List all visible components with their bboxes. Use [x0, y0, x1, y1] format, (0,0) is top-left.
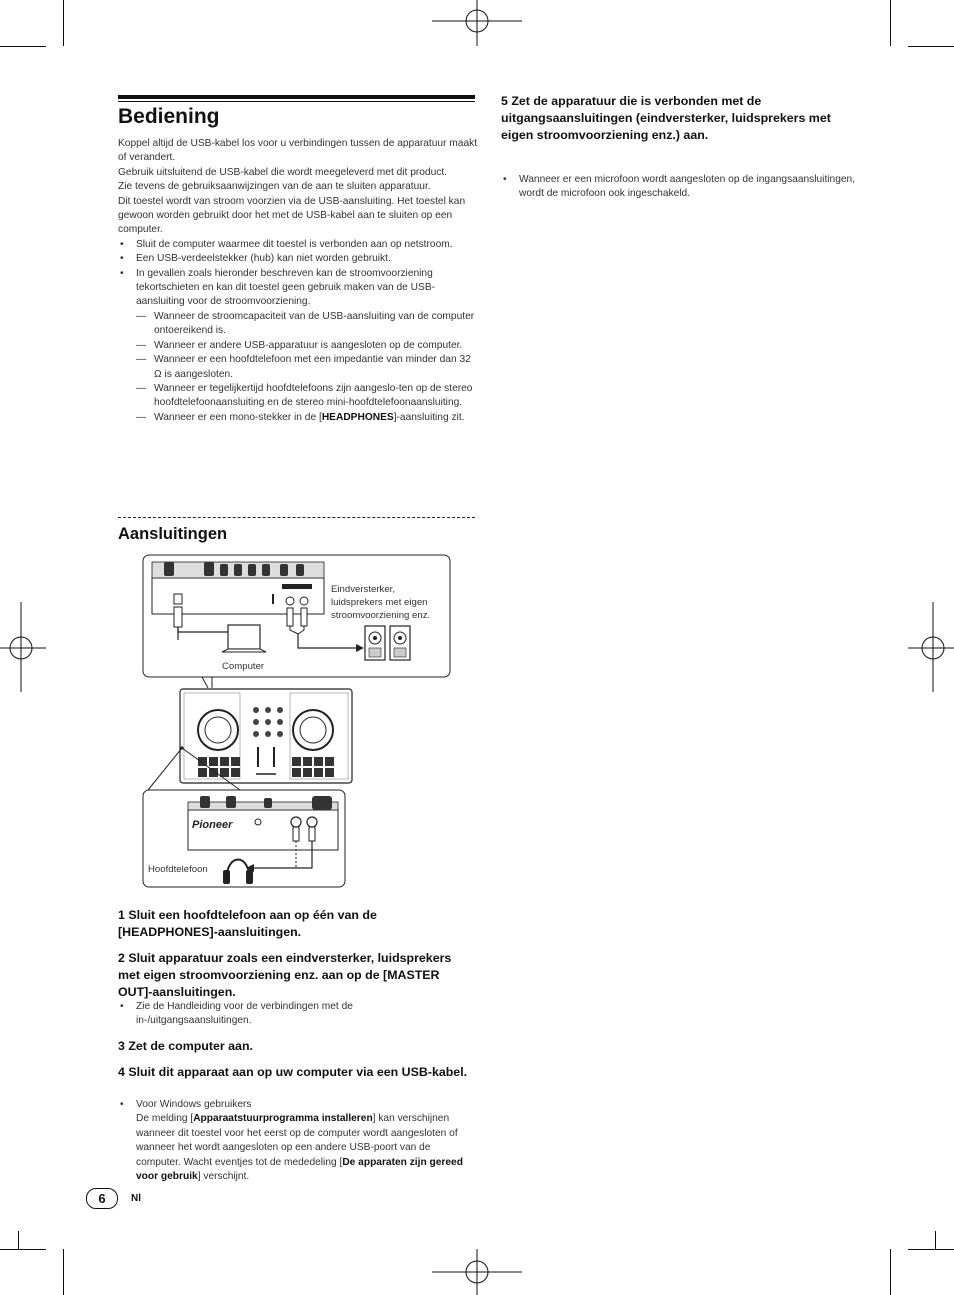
brand-logo-text: Pioneer	[192, 819, 233, 831]
registration-mark-right	[908, 602, 954, 692]
step-5-bullet: • Wanneer er een microfoon wordt aangesloten op de ingangsaansluitingen, wordt de microfoon ook ingeschakeld.	[501, 173, 879, 202]
crop-mark	[890, 1249, 891, 1295]
step-3: 3 Zet de computer aan.	[118, 1039, 253, 1053]
dash-text: Wanneer er een mono-stekker in de [	[154, 411, 322, 423]
language-code: Nl	[131, 1193, 141, 1204]
step-4-bullet	[118, 1098, 474, 1184]
step-4-bullet-text	[118, 1112, 474, 1184]
dash-item: — Wanneer er tegelijkertijd hoofdtelefoons zijn aangeslo-ten op de stereo hoofdtelefoonaansluiting en de stereo mini-hoofdtelefoonaansluiting.	[118, 382, 478, 411]
crop-mark	[908, 1249, 954, 1250]
title-rule	[118, 95, 475, 99]
step-4-bullet-head: • Voor Windows gebruikers	[118, 1098, 474, 1112]
intro-paragraph: Zie tevens de gebruiksaanwijzingen van de aan te sluiten apparatuur.	[118, 181, 431, 193]
dash-item: — Wanneer er een hoofdtelefoon met een impedantie van minder dan 32 Ω is aangesloten.	[118, 353, 478, 382]
intro-paragraph: Gebruik uitsluitend de USB-kabel die wordt meegeleverd met dit product.	[118, 166, 447, 178]
dash-item: — Wanneer er andere USB-apparatuur is aangesloten op de computer.	[118, 339, 478, 353]
page-title: Bediening	[118, 105, 220, 128]
bold-text: De apparaten zijn gereed voor gebruik	[136, 1156, 463, 1183]
crop-mark	[935, 1231, 936, 1249]
crop-mark	[18, 1231, 19, 1249]
bullet-item: • In gevallen zoals hieronder beschreven kan de stroomvoorziening tekortschieten en kan dit toestel geen gebruik maken van de USB-aansluiting voor de stroomvoorziening.	[118, 267, 478, 310]
step-4: 4 Sluit dit apparaat aan op uw computer via een USB-kabel.	[118, 1065, 468, 1079]
bullet-item: • Een USB-verdeelstekker (hub) kan niet worden gebruikt.	[118, 252, 478, 266]
label-amplifier: Eindversterker, luidsprekers met eigen stroomvoorziening enz.	[331, 584, 431, 621]
label-headphones: Hoofdtelefoon	[148, 864, 208, 875]
intro-paragraph: Dit toestel wordt van stroom voorzien via de USB-aansluiting. Het toestel kan gewoon worden gebruikt door het met de USB-kabel aan te sluiten op een computer.	[118, 195, 466, 236]
text: De melding [	[136, 1113, 194, 1125]
step-5: 5 Zet de apparatuur die is verbonden met de uitgangsaansluitingen (eindversterker, luidsprekers met eigen stroomvoorziening enz.) aan.	[501, 94, 831, 142]
crop-mark	[890, 0, 891, 46]
crop-mark	[0, 1249, 46, 1250]
registration-mark-left	[0, 602, 46, 692]
text: ] verschijnt.	[197, 1171, 250, 1183]
intro-text	[118, 137, 478, 425]
dash-item: — Wanneer de stroomcapaciteit van de USB-aansluiting van de computer ontoereikend is.	[118, 310, 478, 339]
crop-mark	[0, 46, 46, 47]
label-computer: Computer	[222, 661, 265, 672]
dash-bold: HEADPHONES	[321, 411, 394, 423]
bold-text: Apparaatstuurprogramma installeren	[193, 1113, 373, 1125]
dash-text: ]-aansluiting zit.	[393, 411, 465, 423]
registration-mark-bottom	[432, 1249, 522, 1295]
page-number-badge	[86, 1188, 118, 1209]
intro-paragraph: Koppel altijd de USB-kabel los voor u verbindingen tussen de apparatuur maakt of verandert.	[118, 138, 478, 164]
section-title: Aansluitingen	[118, 525, 228, 543]
step-1: 1 Sluit een hoofdtelefoon aan op één van de [HEADPHONES]-aansluitingen.	[118, 908, 377, 939]
page-number: 6	[98, 1191, 106, 1206]
crop-mark	[908, 46, 954, 47]
title-rule-thin	[118, 101, 475, 102]
section-divider	[118, 517, 475, 518]
text: ] kan verschijnen wanneer dit toestel voor het eerst op de computer wordt aangesloten of wanneer het wordt aangesloten op een andere USB-poort van de computer. Wacht eventjes tot de mededeling [	[136, 1113, 458, 1168]
crop-mark	[63, 1249, 64, 1295]
crop-mark	[63, 0, 64, 46]
step-2: 2 Sluit apparatuur zoals een eindversterker, luidsprekers met eigen stroomvoorziening enz. aan op de [MASTER OUT]-aansluitingen.	[118, 951, 452, 999]
registration-mark-top	[432, 0, 522, 46]
dash-item	[118, 411, 478, 425]
step-2-bullet: • Zie de Handleiding voor de verbindingen met de in-/uitgangsaansluitingen.	[118, 1000, 426, 1029]
bullet-item: • Sluit de computer waarmee dit toestel is verbonden aan op netstroom.	[118, 238, 478, 252]
